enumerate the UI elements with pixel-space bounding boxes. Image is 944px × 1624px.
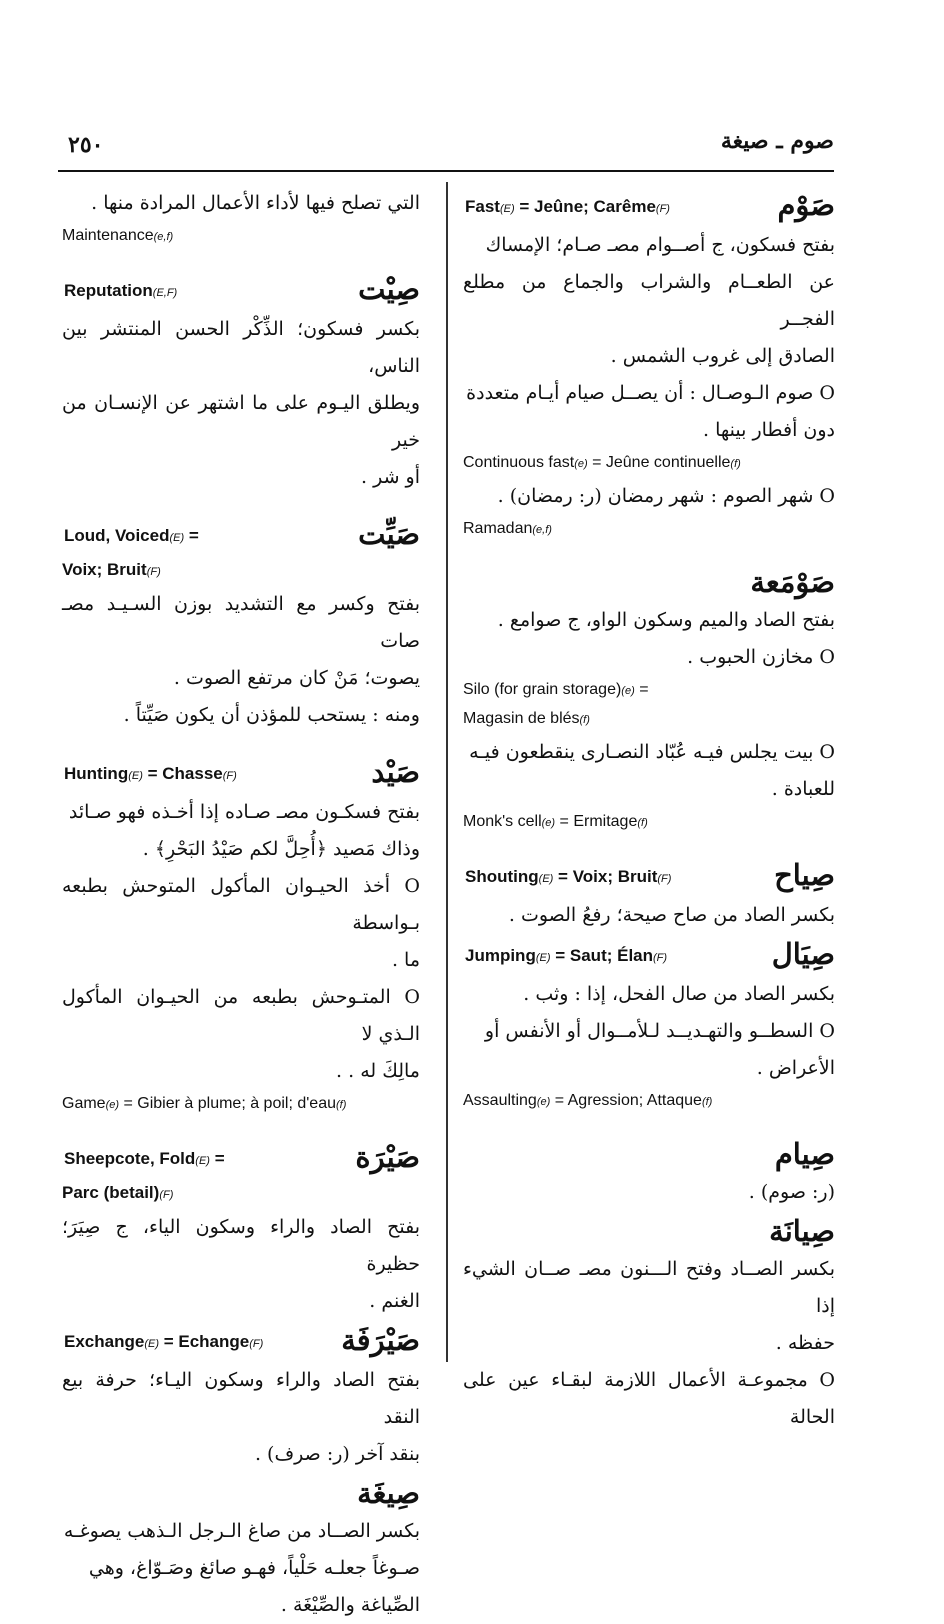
english-gloss: Sheepcote, Fold(E) =	[64, 1149, 225, 1168]
arabic-line: O المتـوحش بطبعه من الحيـوان المأكول الـذي لا	[62, 986, 420, 1045]
headword: صِيانَة	[769, 1214, 835, 1248]
translation: Ramadan(e,f)	[463, 520, 552, 537]
entry-sayd	[62, 752, 420, 1119]
arabic-line: حفظه .	[775, 1332, 835, 1354]
arabic-line: (ر: صوم) .	[748, 1181, 835, 1203]
entry-sayrafa	[62, 1320, 420, 1473]
arabic-line: O مجموعـة الأعمال اللازمة لبقـاء عين على الحالة	[463, 1369, 835, 1428]
entry-sit	[62, 269, 420, 496]
arabic-line: صـوغاً جعلـه حَلْياً، فهـو صائغ وصَـوّاغ، وهي	[88, 1557, 420, 1579]
arabic-line: ويطلق اليـوم على ما اشتهر عن الإنسـان من خير	[62, 392, 420, 451]
right-column	[463, 185, 835, 1436]
english-gloss: Exchange(E) = Echange(F)	[64, 1332, 264, 1351]
headword: صَوْمَعة	[750, 565, 835, 599]
entry-siyana-cont	[62, 185, 420, 251]
arabic-line: O شهر الصوم : شهر رمضان (ر: رمضان) .	[497, 485, 835, 507]
english-gloss: Fast(E) = Jeûne; Carême(F)	[465, 197, 670, 216]
english-gloss: Loud, Voiced(E) =	[64, 526, 199, 545]
arabic-line: ومنه : يستحب للمؤذن أن يكون صَيِّتاً .	[123, 704, 420, 726]
arabic-line: O السطــو والتهـديــد لـلأمــوال أو الأنفس أو	[484, 1020, 835, 1042]
arabic-line: الصادق إلى غروب الشمس .	[610, 345, 835, 367]
arabic-line: O مخازن الحبوب .	[687, 646, 835, 668]
arabic-line: ما .	[391, 949, 420, 971]
arabic-line: أو شر .	[361, 466, 420, 488]
arabic-line: للعبادة .	[771, 778, 835, 800]
arabic-line: بفتح وكسر مع التشديد بوزن السـيـد مصـ صات	[62, 593, 420, 652]
arabic-line: بكسر الصاد من صاح صيحة؛ رفعُ الصوت .	[508, 904, 835, 926]
translation: Maintenance(e,f)	[62, 227, 174, 244]
arabic-line: الغنم .	[369, 1290, 420, 1312]
english-gloss-line2: Parc (betail)(F)	[62, 1183, 174, 1202]
entry-siyah	[463, 855, 835, 934]
headword: صَوْم	[777, 188, 835, 222]
header-rule	[58, 170, 834, 172]
english-gloss: Reputation(E,F)	[64, 281, 178, 300]
page-number: ٢٥٠	[68, 132, 104, 158]
translation: Magasin de blés(f)	[463, 710, 590, 727]
translation: Continuous fast(e) = Jeûne continuelle(f)	[463, 454, 741, 471]
headword: صَيْرَفَة	[341, 1323, 420, 1357]
running-header	[58, 128, 834, 168]
arabic-line: بنقد آخر (ر: صرف) .	[254, 1443, 420, 1465]
arabic-line: بكسر الصــاد وفتح الـــنون مصـ صــان الشيء إذا	[463, 1258, 835, 1317]
arabic-line: O أخذ الحيـوان المأكول المتوحش بطبعه بـواسطة	[62, 875, 420, 934]
english-gloss: Shouting(E) = Voix; Bruit(F)	[465, 867, 672, 886]
subentry-silo	[463, 676, 835, 734]
entry-sawmaa	[463, 562, 835, 676]
arabic-line: بفتح فسكـون مصـ صـاده إذا أخـذه فهو صـائد	[68, 801, 420, 823]
english-gloss-line2: Voix; Bruit(F)	[62, 560, 161, 579]
arabic-line: O بيت يجلس فيـه عُبّاد النصـارى ينقطعون فيـه	[469, 741, 835, 763]
arabic-line: بكسر فسكون؛ الذِّكْر الحسن المنتشر بين الناس،	[62, 318, 420, 377]
subentry-ramadan	[463, 478, 835, 544]
arabic-line: بكسر الصــاد من صاغ الـرجل الـذهب يصوغـه	[63, 1520, 420, 1542]
entry-sayra	[62, 1137, 420, 1320]
arabic-line: التي تصلح فيها لأداء الأعمال المرادة منها .	[91, 192, 420, 214]
arabic-line: O صوم الـوصـال : أن يصــل صيام أيـام متعددة	[466, 382, 835, 404]
entry-sawm	[463, 185, 835, 375]
subentry-continuous-fast	[463, 375, 835, 478]
arabic-line: الصِّياغة والصِّيْغَة .	[280, 1594, 420, 1616]
entry-siyana	[463, 1211, 835, 1436]
arabic-line: بفتح فسكون، ج أصــوام مصـ صـام؛ الإمساك	[485, 234, 835, 256]
left-column	[62, 185, 420, 1624]
english-gloss: Jumping(E) = Saut; Élan(F)	[465, 946, 668, 965]
headword: صِيَال	[771, 937, 835, 971]
arabic-line: بفتح الصاد والراء وسكون اليـاء؛ حرفة بيع النقد	[62, 1369, 420, 1428]
headword: صَيْرَة	[355, 1140, 420, 1174]
column-divider	[446, 182, 448, 1362]
arabic-line: بفتح الصاد والميم وسكون الواو، ج صوامع .	[497, 609, 835, 631]
entry-sayyit	[62, 514, 420, 734]
arabic-line: الأعراض .	[756, 1057, 835, 1079]
arabic-line: بكسر الصاد من صال الفحل، إذا : وثب .	[523, 983, 835, 1005]
headword: صَيِّت	[358, 517, 420, 551]
translation: Game(e) = Gibier à plume; à poil; d'eau(f)	[62, 1095, 347, 1112]
english-gloss: Hunting(E) = Chasse(F)	[64, 764, 237, 783]
entry-siyal	[463, 934, 835, 1116]
entry-sigha	[62, 1473, 420, 1624]
headword: صِيام	[774, 1137, 835, 1171]
translation: Silo (for grain storage)(e) =	[463, 681, 649, 698]
headword: صِيْت	[358, 272, 420, 306]
subentry-monks-cell	[463, 734, 835, 837]
running-head-title: صوم ـ صيغة	[720, 128, 834, 154]
headword: صِيغَة	[357, 1476, 420, 1510]
headword: صَيْد	[371, 755, 420, 789]
arabic-line: عن الطعــام والشراب والجماع من مطلع الفجــر	[463, 271, 835, 330]
arabic-line: يصوت؛ مَنْ كان مرتفع الصوت .	[173, 667, 420, 689]
entry-siyam	[463, 1134, 835, 1211]
arabic-line: بفتح الصاد والراء وسكون الياء، ج صِيَرَ؛ حظيرة	[62, 1216, 420, 1275]
arabic-line: وذاك مَصيد ﴿أُحِلَّ لكم صَيْدُ البَحْرِ﴾ .	[142, 838, 420, 860]
translation: Assaulting(e) = Agression; Attaque(f)	[463, 1092, 713, 1109]
arabic-line: دون أفطار بينها .	[703, 419, 835, 441]
headword: صِياح	[774, 858, 835, 892]
translation: Monk's cell(e) = Ermitage(f)	[463, 813, 648, 830]
arabic-line: مالِكَ له . .	[336, 1060, 420, 1082]
